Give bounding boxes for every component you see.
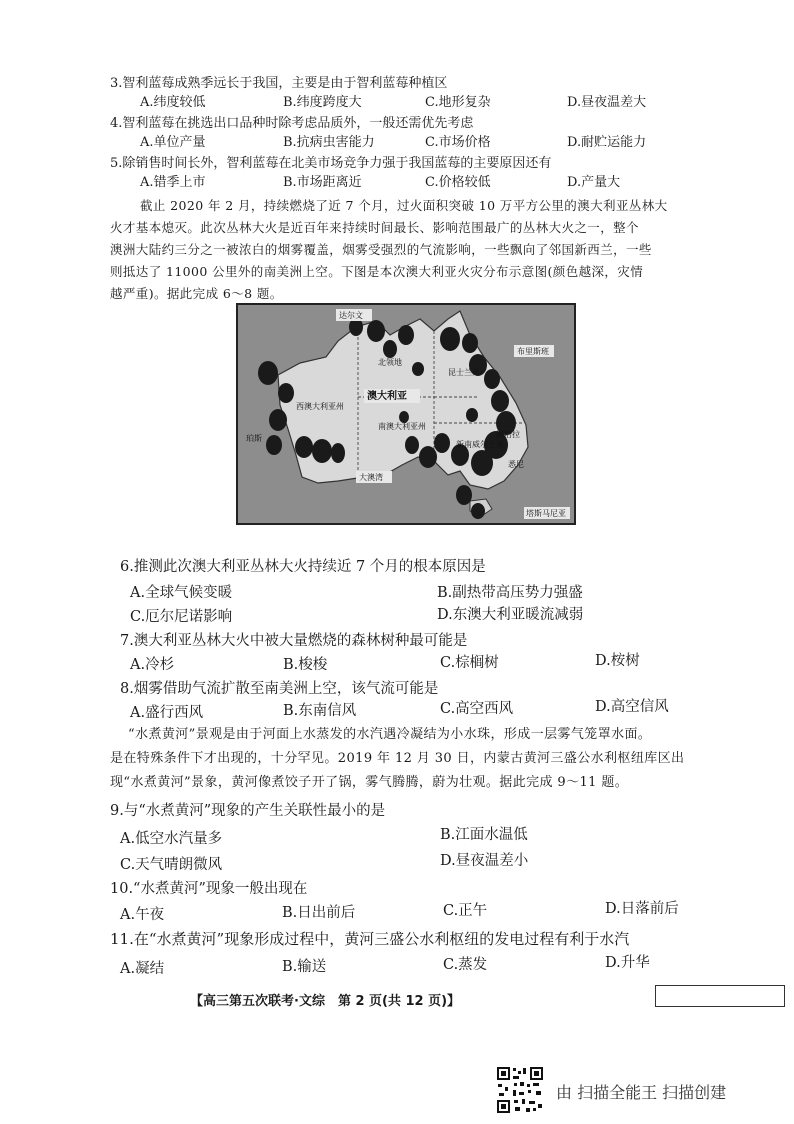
fire-spot [266,435,282,455]
q5-option-a: A.错季上市 [140,175,206,190]
q11-option-d: D.升华 [605,955,650,971]
q4-option-b: B.抗病虫害能力 [283,135,375,150]
map-label-bight: 大澳湾 [359,473,383,482]
q7-option-a: A.冷杉 [130,657,175,673]
map-label-sydney: 悉尼 [508,460,524,469]
fire-spot [398,325,414,345]
q8-option-a: A.盛行西风 [130,705,204,721]
question-11-stem: 11.在“水煮黄河”现象形成过程中，黄河三盛公水利枢纽的发电过程有利于水汽 [110,930,630,948]
map-label-west: 西澳大利亚州 [296,402,344,411]
q10-option-d: D.日落前后 [605,901,679,917]
q8-option-d: D.高空信风 [595,699,669,715]
fire-spot [456,485,472,505]
map-svg [238,305,574,523]
q3-option-a: A.纬度较低 [140,95,206,110]
australia-fire-map [236,303,576,525]
q3-option-d: D.昼夜温差大 [567,95,647,110]
q8-option-b: B.东南信风 [283,703,357,719]
question-4-stem: 4.智利蓝莓在挑选出口品种时除考虑品质外，一般还需优先考虑 [110,116,474,131]
q4-option-c: C.市场价格 [425,135,491,150]
fire-spot [471,503,485,519]
q10-option-c: C.正午 [443,903,488,919]
question-3-stem: 3.智利蓝莓成熟季远长于我国，主要是由于智利蓝莓种植区 [110,76,448,91]
question-7-stem: 7.澳大利亚丛林大火中被大量燃烧的森林树种最可能是 [120,633,468,649]
question-5-stem: 5.除销售时间长外，智利蓝莓在北美市场竞争力强于我国蓝莓的主要原因还有 [110,156,552,171]
passage-1-line-5: 越严重)。据此完成 6～8 题。 [110,286,283,301]
map-label-perth: 珀斯 [246,434,262,443]
q9-option-c: C.天气晴朗微风 [120,857,223,873]
q10-option-b: B.日出前后 [282,905,356,921]
q11-option-c: C.蒸发 [443,957,488,973]
fire-spot [295,436,313,458]
fire-spot [440,327,460,351]
score-box [655,985,785,1007]
fire-spot [258,361,278,385]
q10-option-a: A.午夜 [120,907,165,923]
q9-option-a: A.低空水汽量多 [120,831,223,847]
map-label-south: 南澳大利亚州 [378,422,426,431]
q5-option-d: D.产量大 [567,175,621,190]
map-label-darwin: 达尔文 [339,311,363,320]
q9-option-d: D.昼夜温差小 [440,853,529,869]
passage-2-line-2: 是在特殊条件下才出现的，十分罕见。2019 年 12 月 30 日，内蒙古黄河三盛公水利枢纽库区出 [110,751,685,766]
question-10-stem: 10.“水煮黄河”现象一般出现在 [110,881,308,897]
map-label-nsw: 新南威尔士州 [456,440,504,449]
fire-spot [278,383,294,403]
map-label-australia: 澳大利亚 [367,391,407,402]
qr-code-icon [496,1066,544,1114]
q3-option-c: C.地形复杂 [425,95,491,110]
page-footer: 【高三第五次联考·文综 第 2 页(共 12 页)】 [190,994,461,1009]
question-8-stem: 8.烟雾借助气流扩散至南美洲上空，该气流可能是 [120,681,439,697]
passage-1-line-3: 澳洲大陆约三分之一被浓白的烟雾覆盖，烟雾受强烈的气流影响，一些飘向了邻国新西兰，一些 [110,242,652,257]
fire-spot [484,369,500,389]
q3-option-b: B.纬度跨度大 [283,95,362,110]
fire-spot [412,362,424,376]
passage-1-line-1: 截止 2020 年 2 月，持续燃烧了近 7 个月，过火面积突破 10 万平方公里的澳大利亚丛林大 [140,198,668,213]
q6-option-b: B.副热带高压势力强盛 [437,585,583,601]
q9-option-b: B.江面水温低 [440,827,528,843]
map-label-queensland: 昆士兰州 [448,368,480,377]
q7-option-b: B.梭梭 [283,657,328,673]
map-label-north: 北领地 [378,358,402,367]
q4-option-d: D.耐贮运能力 [567,135,647,150]
q4-option-a: A.单位产量 [140,135,206,150]
map-label-brisbane: 布里斯班 [517,347,549,356]
fire-spot [462,333,478,353]
map-label-tasmania: 塔斯马尼亚 [526,509,566,518]
q6-option-a: A.全球气候变暖 [130,585,233,601]
fire-spot [331,443,345,463]
q5-option-c: C.价格较低 [425,175,491,190]
fire-spot [434,433,450,453]
fire-spot [466,408,478,422]
fire-spot [312,439,332,463]
q11-option-b: B.输送 [282,959,327,975]
q7-option-d: D.桉树 [595,653,640,669]
passage-1-line-4: 则抵达了 11000 公里外的南美洲上空。下图是本次澳大利亚火灾分布示意图(颜色越深，灾情 [110,264,644,279]
fire-spot [405,436,419,454]
q6-option-c: C.厄尔尼诺影响 [130,609,233,625]
question-6-stem: 6.推测此次澳大利亚丛林大火持续近 7 个月的根本原因是 [120,559,486,575]
fire-spot [419,446,437,468]
q8-option-c: C.高空西风 [440,701,514,717]
fire-spot [367,320,385,342]
fire-spot [491,390,509,412]
passage-2-line-3: 现“水煮黄河”景象，黄河像煮饺子开了锅，雾气腾腾，蔚为壮观。据此完成 9～11 题。 [110,775,629,790]
q7-option-c: C.棕榈树 [440,655,499,671]
passage-1-line-2: 火才基本熄灭。此次丛林大火是近百年来持续时间最长、影响范围最广的丛林大火之一，整个 [110,220,639,235]
passage-2-line-1: “水煮黄河”景观是由于河面上水蒸发的水汽遇冷凝结为小水珠，形成一层雾气笼罩水面。 [128,727,652,742]
map-label-canberra: 堪培拉 [496,430,520,439]
q5-option-b: B.市场距离近 [283,175,362,190]
question-9-stem: 9.与“水煮黄河”现象的产生关联性最小的是 [110,803,386,819]
fire-spot [383,340,397,358]
fire-spot [269,409,287,431]
q11-option-a: A.凝结 [120,961,165,977]
q6-option-d: D.东澳大利亚暖流减弱 [437,607,584,623]
scanner-watermark: 由 扫描全能王 扫描创建 [556,1083,727,1102]
fire-spot [471,450,493,476]
